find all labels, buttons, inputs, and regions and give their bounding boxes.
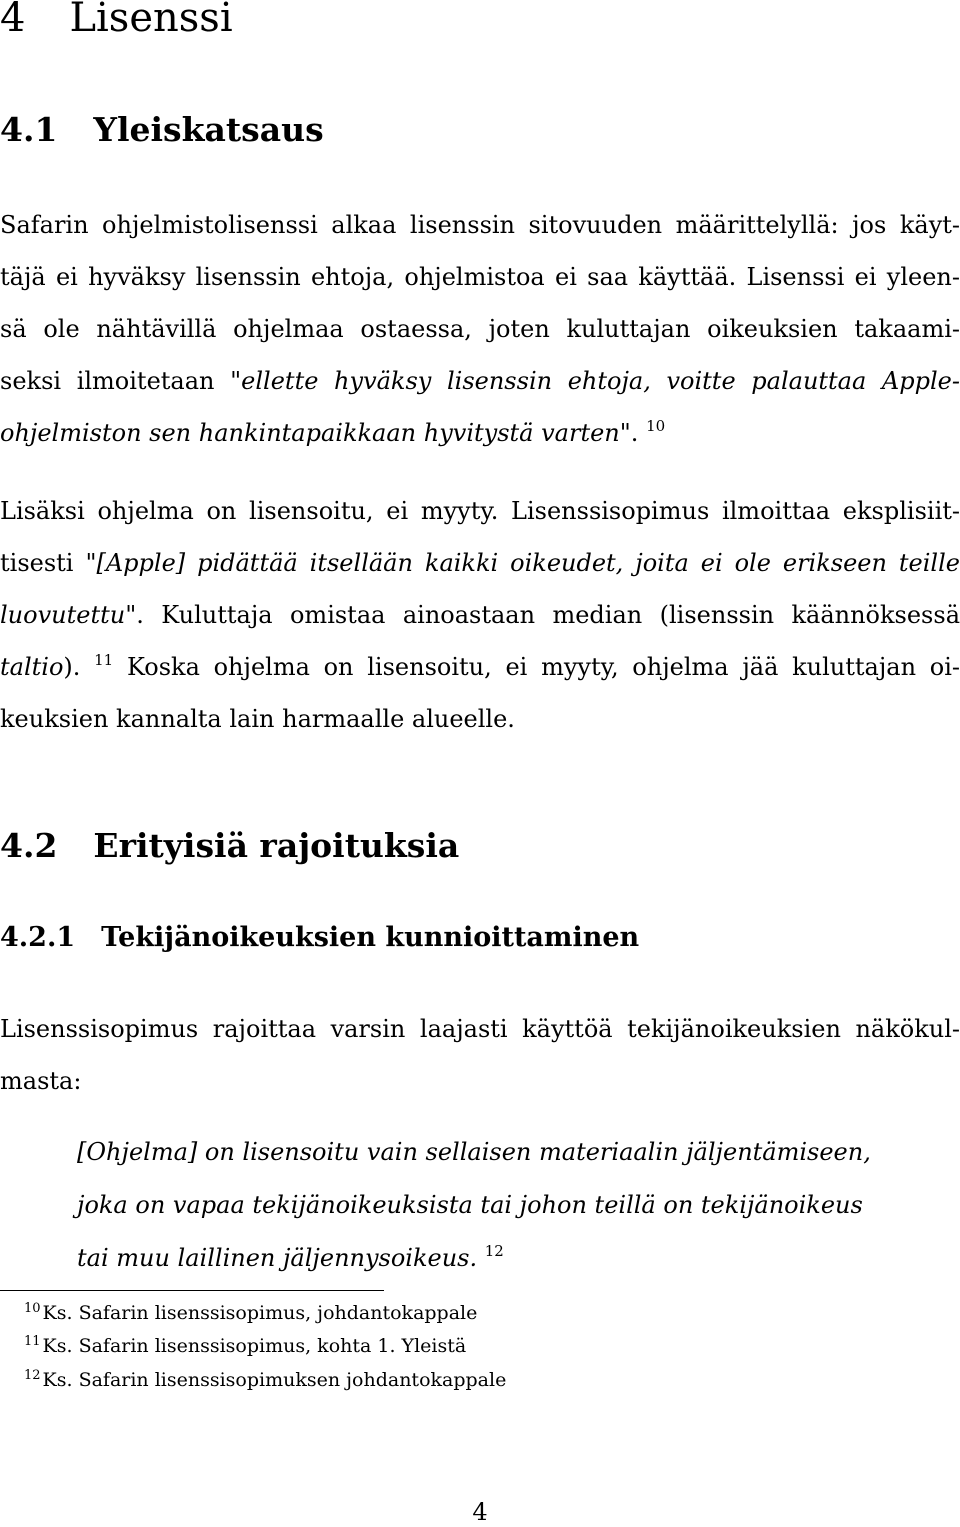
quoted-text: "[Apple] pidättää itsellään kaikki oikeudet, joita ei ole erikseen teille [85,549,960,577]
text-line [0,418,665,448]
text-span: Koska ohjelma on lisensoitu, ei myyty, ohjelma jää kuluttajan oi- [126,653,960,681]
quoted-text: luovutettu" [0,601,137,629]
text-span: ). [63,653,81,681]
section-title: Erityisiä rajoituksia [93,826,460,865]
footnote-separator [0,1290,384,1291]
quote-line: [Ohjelma] on lisensoitu vain sellaisen materiaalin jäljentämiseen, [77,1138,871,1166]
text-line [0,366,960,396]
text-line: täjä ei hyväksy lisenssin ehtoja, ohjelmistoa ei saa käyttää. Lisenssi ei yleen- [0,263,960,291]
text-line: Lisäksi ohjelma on lisensoitu, ei myyty. Lisenssisopimus ilmoittaa eksplisiit- [0,497,960,525]
section-title: Yleiskatsaus [93,110,324,149]
text-line: Lisenssisopimus rajoittaa varsin laajasti käyttöä tekijänoikeuksien näkökul- [0,1015,960,1043]
subsection-heading-4-2-1 [0,921,639,955]
footnote-ref[interactable]: 12 [484,1242,504,1260]
footnote-ref[interactable]: 11 [94,651,114,669]
footnote-text: Ks. Safarin lisenssisopimus, johdantokappale [42,1302,478,1324]
section-number: 4.2 [0,826,58,865]
quote-line [77,1243,504,1273]
quote-line: joka on vapaa tekijänoikeuksista tai johon teillä on tekijänoikeus [77,1191,863,1219]
section-heading-4-2 [0,826,459,866]
footnote-mark: 10 [24,1301,41,1316]
footnote-text: Ks. Safarin lisenssisopimuksen johdantokappale [42,1369,507,1391]
footnote-mark: 12 [24,1368,41,1383]
text-line: sä ole nähtävillä ohjelmaa ostaessa, joten kuluttajan oikeuksien takaami- [0,315,960,343]
quoted-text: "ellette hyväksy lisenssin ehtoja, voitte palauttaa Apple- [230,367,960,395]
footnote [24,1368,506,1392]
section-heading-4-1 [0,110,324,150]
chapter-title: Lisenssi [69,0,233,41]
text-line [0,548,960,578]
page-number: 4 [472,1498,488,1526]
footnote [24,1301,477,1325]
text-line [0,652,960,682]
footnote-text: Ks. Safarin lisenssisopimus, kohta 1. Yleistä [42,1335,467,1357]
text-line: Safarin ohjelmistolisenssi alkaa lisenssin sitovuuden määrittelyllä: jos käyt- [0,211,960,239]
subsection-number: 4.2.1 [0,922,76,953]
chapter-heading [0,0,233,42]
footnote [24,1334,466,1358]
chapter-number: 4 [0,0,26,41]
subsection-title: Tekijänoikeuksien kunnioittaminen [101,922,640,953]
text-line: keuksien kannalta lain harmaalle alueelle. [0,705,515,733]
italic-text: taltio [0,653,64,681]
text-span: . Kuluttaja omistaa ainoastaan median (lisenssin käännöksessä [136,601,960,629]
text-span: seksi ilmoitetaan [0,367,231,395]
text-line [0,600,960,630]
quote-text: tai muu laillinen jäljennysoikeus. [77,1244,478,1272]
text-line: masta: [0,1067,82,1095]
section-number: 4.1 [0,110,58,149]
text-span: . [630,419,639,447]
text-span: tisesti [0,549,86,577]
footnote-ref[interactable]: 10 [646,417,666,435]
footnote-mark: 11 [24,1334,41,1349]
quoted-text: ohjelmiston sen hankintapaikkaan hyvitystä varten" [0,419,631,447]
